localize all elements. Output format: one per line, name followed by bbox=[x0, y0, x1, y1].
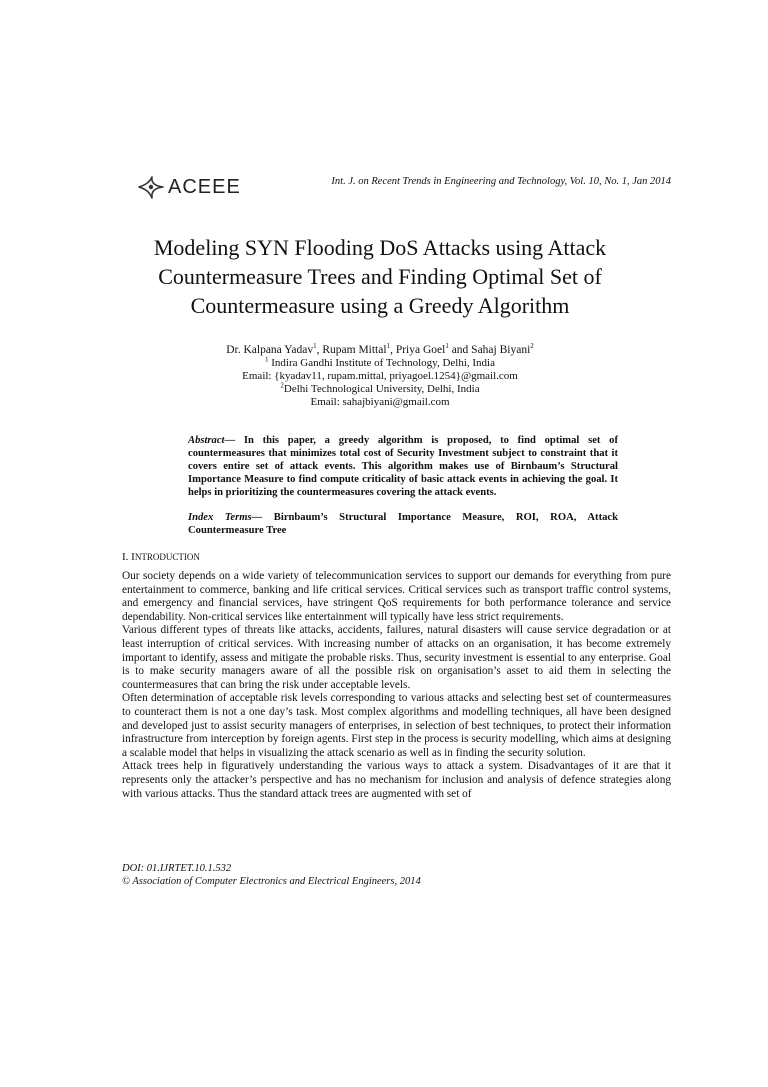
paragraph-3: Often determination of acceptable risk levels corresponding to various attacks and selecting best set of countermeasures to counteract them is not a one day’s task. Most complex algorithms and modelling techniques, all have been designed and developed just to assist security managers of enterprises, in selection of best techniques, to protect their information infrastructure from interception by foreign agents. First step in the process is security modelling, which aims at designing a scalable model that helps in visualizing the attack scenario as well as in finding the security solution. bbox=[122, 692, 671, 759]
index-terms bbox=[188, 511, 618, 537]
paragraph-4: Attack trees help in figuratively understanding the various ways to attack a system. Disadvantages of it are that it represents only the attacker’s perspective and has no mechanism for inclusion and analysis of defence strategies along with various attacks. Thus the standard attack trees are augmented with set of bbox=[122, 760, 671, 800]
title-line-3: Countermeasure using a Greedy Algorithm bbox=[190, 293, 570, 318]
star-swirl-icon bbox=[136, 174, 166, 200]
title-line-1: Modeling SYN Flooding DoS Attacks using Attack bbox=[153, 235, 607, 260]
affiliation-1: $^1$ Indira Gandhi Institute of Technology, Delhi, India bbox=[264, 355, 495, 369]
title-line-2: Countermeasure Trees and Finding Optimal Set of bbox=[158, 264, 602, 289]
paragraph-2: Various different types of threats like attacks, accidents, failures, natural disasters will cause service degradation or at least interruption of critical services. With increasing number of attacks on an organisation, it has become extremely important to identify, assess and mitigate the probable risks. Thus, security investment is essential to any enterprise. Goal is to make security managers aware of all the possible risk on organisation’s asset to aid them in selecting the countermeasures that can bring the risk under acceptable levels. bbox=[122, 624, 671, 691]
abstract bbox=[188, 434, 618, 499]
email-2: Email: sahajbiyani@gmail.com bbox=[310, 396, 450, 408]
index-terms-label: Index Terms bbox=[188, 512, 252, 523]
doi: DOI: 01.IJRTET.10.1.532 bbox=[122, 863, 232, 874]
abstract-text: — In this paper, a greedy algorithm is proposed, to find optimal set of countermeasures that minimizes total cost of Security Investment subject to constraint that it covers entire set of attack events. This algorithm makes use of Birnbaum’s Structural Importance Measure to find compute criticality of basic attack events in achieving the goal. It helps in prioritizing the countermeasures covering the attack events. bbox=[188, 435, 618, 498]
paragraph-1: Our society depends on a wide variety of telecommunication services to support our demands for everything from pure entertainment to commerce, banking and life critical services. Critical services such as transport traffic control systems, and emergency and financial services, have stringent QoS requirements for both performance tolerance and service dependability. Non-critical services like entertainment will typically have less strict requirements. bbox=[122, 570, 671, 623]
author-names: Dr. Kalpana Yadav$^1$, Rupam Mittal$^1$, Priya Goel$^1$ and Sahaj Biyani$^2$ bbox=[226, 342, 534, 356]
affiliation-2: $^2$Delhi Technological University, Delhi, India bbox=[280, 381, 480, 395]
journal-citation: Int. J. on Recent Trends in Engineering and Technology, Vol. 10, No. 1, Jan 2014 bbox=[331, 176, 671, 187]
introduction-body bbox=[122, 570, 671, 801]
abstract-label: Abstract bbox=[188, 435, 225, 446]
copyright: © Association of Computer Electronics and Electrical Engineers, 2014 bbox=[122, 876, 421, 887]
logo-text: ACEEE bbox=[168, 176, 241, 198]
paper-title bbox=[120, 233, 640, 320]
section-heading-introduction: I. INTRODUCTION bbox=[122, 551, 200, 563]
page-footer bbox=[122, 862, 671, 888]
aceee-logo bbox=[136, 174, 241, 200]
index-terms-text: — Birnbaum’s Structural Importance Measure, ROI, ROA, Attack Countermeasure Tree bbox=[188, 512, 618, 536]
email-1: Email: {kyadav11, rupam.mittal, priyagoel.1254}@gmail.com bbox=[242, 370, 518, 382]
author-block bbox=[120, 344, 640, 409]
page-header bbox=[136, 174, 671, 200]
